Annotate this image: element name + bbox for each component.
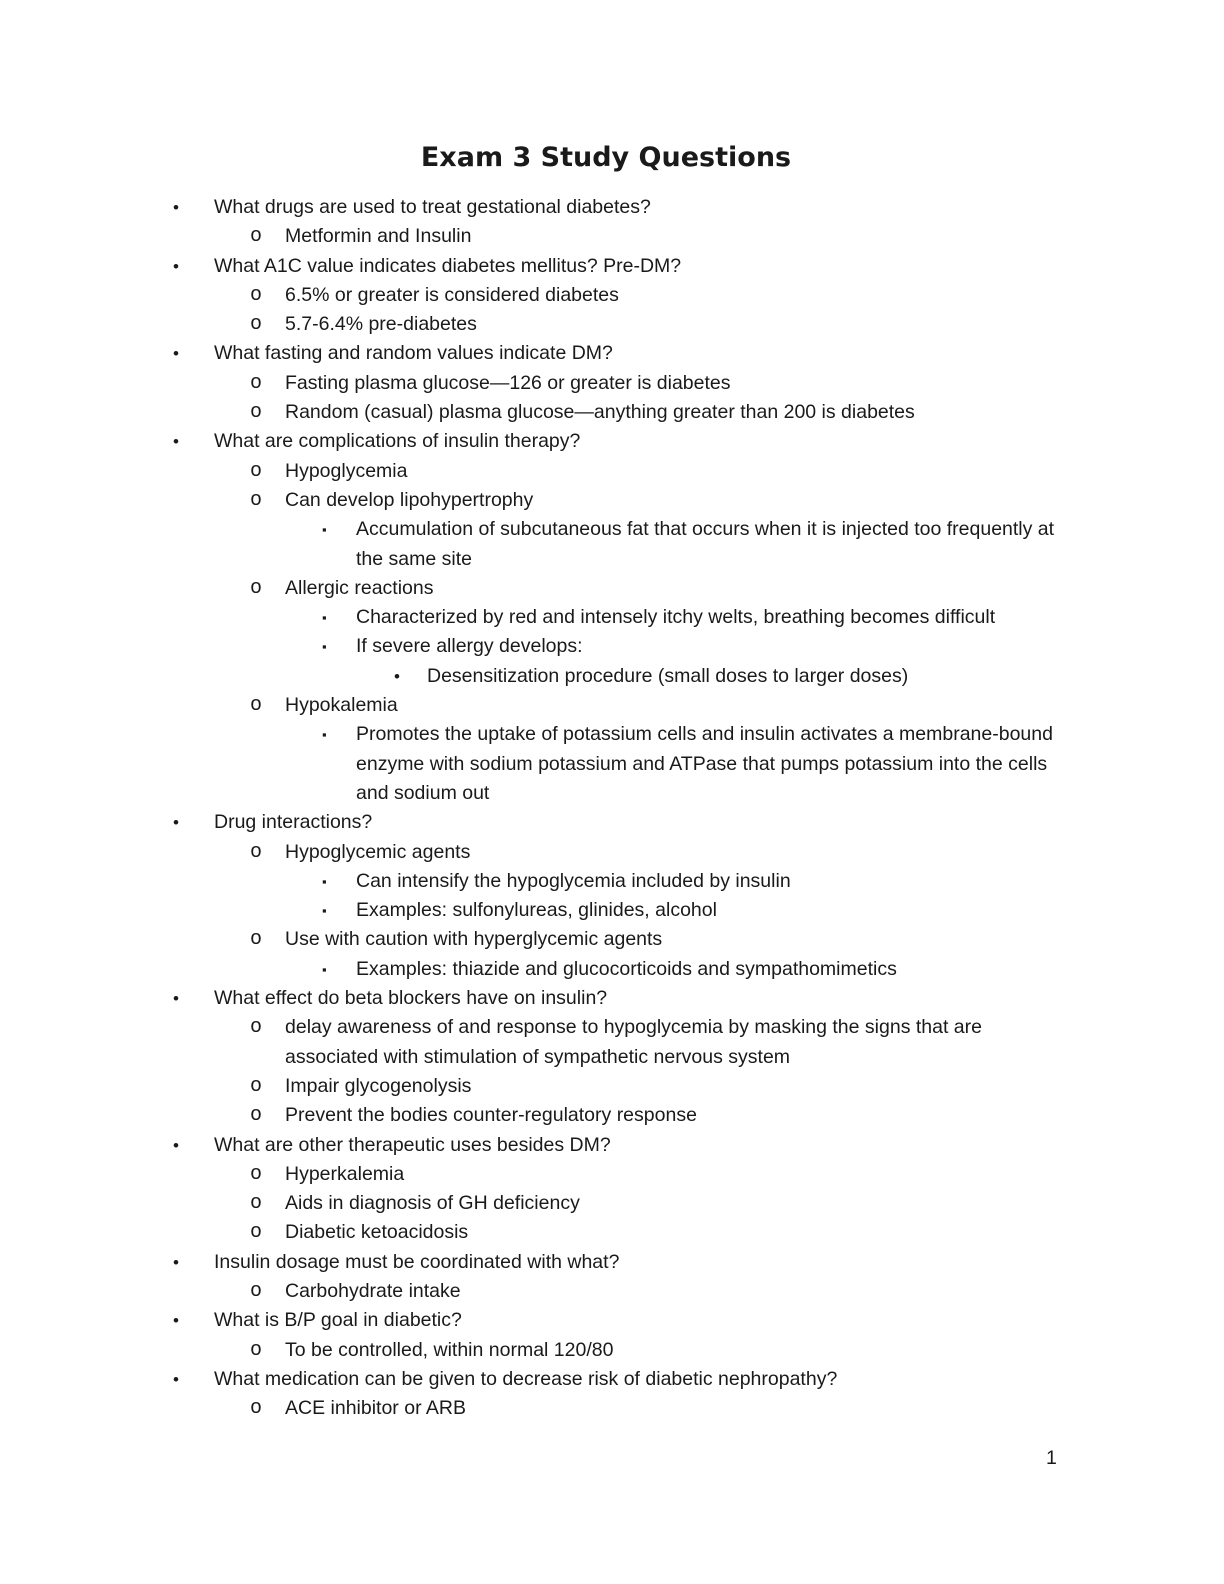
- answer-item: [0, 1160, 1224, 1189]
- item-text: Can intensify the hypoglycemia included by insulin: [356, 869, 791, 892]
- item-text: Prevent the bodies counter-regulatory response: [285, 1104, 697, 1127]
- question-item: [0, 427, 1224, 456]
- detail-item: [0, 632, 1224, 661]
- answer-item: [0, 574, 1224, 603]
- bullet-marker: ▪: [322, 522, 327, 538]
- question-item: [0, 1248, 1224, 1277]
- answer-item: [0, 222, 1224, 251]
- question-item: [0, 984, 1224, 1013]
- item-text: What fasting and random values indicate DM?: [214, 342, 613, 365]
- bullet-marker: •: [173, 1311, 179, 1331]
- question-item: [0, 1365, 1224, 1394]
- bullet-marker: o: [250, 1016, 263, 1040]
- answer-item: [0, 281, 1224, 310]
- detail-item: [0, 515, 1224, 574]
- item-text: What is B/P goal in diabetic?: [214, 1309, 462, 1332]
- bullet-marker: •: [394, 666, 400, 686]
- bullet-marker: o: [250, 488, 263, 512]
- item-text: Hypoglycemia: [285, 459, 408, 482]
- answer-item: [0, 457, 1224, 486]
- item-text: Promotes the uptake of potassium cells and insulin activates a membrane-bound enzyme with sodium potassium and ATPase that pumps potassium into the cells and sodium out: [356, 723, 1053, 804]
- answer-item: [0, 1072, 1224, 1101]
- item-text: What A1C value indicates diabetes mellitus? Pre-DM?: [214, 254, 682, 277]
- bullet-marker: o: [250, 694, 263, 718]
- detail-item: [0, 867, 1224, 896]
- question-item: [0, 339, 1224, 368]
- answer-item: [0, 486, 1224, 515]
- bullet-marker: o: [250, 313, 263, 337]
- bullet-marker: o: [250, 1279, 263, 1303]
- item-text: Carbohydrate intake: [285, 1279, 461, 1302]
- item-text: 5.7-6.4% pre-diabetes: [285, 313, 477, 336]
- detail-item: [0, 896, 1224, 925]
- bullet-marker: •: [173, 813, 179, 833]
- item-text: Desensitization procedure (small doses to larger doses): [427, 664, 909, 687]
- answer-item: [0, 1277, 1224, 1306]
- bullet-marker: o: [250, 225, 263, 249]
- bullet-marker: •: [173, 1135, 179, 1155]
- bullet-marker: o: [250, 1192, 263, 1216]
- question-item: [0, 808, 1224, 837]
- item-text: Aids in diagnosis of GH deficiency: [285, 1192, 580, 1215]
- item-text: Impair glycogenolysis: [285, 1074, 472, 1097]
- answer-item: [0, 310, 1224, 339]
- bullet-marker: ▪: [322, 610, 327, 626]
- bullet-marker: ▪: [322, 903, 327, 919]
- item-text: To be controlled, within normal 120/80: [285, 1338, 614, 1361]
- item-text: Metformin and Insulin: [285, 225, 472, 248]
- bullet-marker: •: [173, 989, 179, 1009]
- item-text: Diabetic ketoacidosis: [285, 1221, 469, 1244]
- bullet-marker: o: [250, 1162, 263, 1186]
- detail-item: [0, 603, 1224, 632]
- bullet-marker: o: [250, 928, 263, 952]
- answer-item: [0, 1101, 1224, 1130]
- item-text: Examples: sulfonylureas, glinides, alcohol: [356, 899, 717, 922]
- bullet-marker: ▪: [322, 961, 327, 977]
- item-text: What medication can be given to decrease risk of diabetic nephropathy?: [214, 1367, 838, 1390]
- bullet-marker: •: [173, 198, 179, 217]
- item-text: Hypoglycemic agents: [285, 840, 471, 863]
- question-item: [0, 193, 1224, 222]
- item-text: What are complications of insulin therapy?: [214, 430, 581, 453]
- item-text: ACE inhibitor or ARB: [285, 1397, 466, 1420]
- bullet-marker: o: [250, 1397, 263, 1421]
- item-text: Accumulation of subcutaneous fat that occurs when it is injected too frequently at the same site: [356, 518, 1055, 570]
- item-text: Examples: thiazide and glucocorticoids and sympathomimetics: [356, 957, 897, 980]
- item-text: Can develop lipohypertrophy: [285, 488, 534, 511]
- bullet-marker: o: [250, 1074, 263, 1098]
- item-text: What are other therapeutic uses besides DM?: [214, 1133, 611, 1156]
- item-text: 6.5% or greater is considered diabetes: [285, 283, 619, 306]
- item-text: Fasting plasma glucose—126 or greater is diabetes: [285, 371, 731, 394]
- answer-item: [0, 1394, 1224, 1423]
- item-text: If severe allergy develops:: [356, 635, 583, 658]
- question-list: [0, 193, 1224, 1423]
- answer-item: [0, 1218, 1224, 1247]
- bullet-marker: o: [250, 840, 263, 864]
- item-text: Insulin dosage must be coordinated with what?: [214, 1250, 620, 1273]
- item-text: delay awareness of and response to hypoglycemia by masking the signs that are associated with stimulation of sympathetic nervous system: [285, 1016, 982, 1068]
- detail-item: [0, 720, 1224, 808]
- answer-item: [0, 838, 1224, 867]
- page-title: Exam 3 Study Questions: [420, 142, 792, 173]
- answer-item: [0, 1013, 1224, 1072]
- bullet-marker: o: [250, 283, 263, 307]
- question-item: [0, 1306, 1224, 1335]
- bullet-marker: •: [173, 344, 179, 364]
- bullet-marker: •: [173, 256, 179, 276]
- bullet-marker: •: [173, 1252, 179, 1272]
- answer-item: [0, 398, 1224, 427]
- bullet-marker: o: [250, 401, 263, 425]
- question-item: [0, 1131, 1224, 1160]
- answer-item: [0, 1336, 1224, 1365]
- bullet-marker: o: [250, 1221, 263, 1245]
- item-text: Use with caution with hyperglycemic agents: [285, 928, 663, 951]
- bullet-marker: ▪: [322, 727, 327, 743]
- question-item: [0, 252, 1224, 281]
- bullet-marker: o: [250, 459, 263, 483]
- detail-item: [0, 955, 1224, 984]
- sub-detail-item: [0, 662, 1224, 691]
- bullet-marker: •: [173, 432, 179, 452]
- answer-item: [0, 925, 1224, 954]
- item-text: What effect do beta blockers have on insulin?: [214, 987, 608, 1010]
- bullet-marker: o: [250, 1338, 263, 1362]
- item-text: Hypokalemia: [285, 694, 398, 717]
- answer-item: [0, 369, 1224, 398]
- item-text: Drug interactions?: [214, 811, 373, 834]
- item-text: Random (casual) plasma glucose—anything greater than 200 is diabetes: [285, 401, 915, 424]
- bullet-marker: o: [250, 371, 263, 395]
- answer-item: [0, 691, 1224, 720]
- bullet-marker: ▪: [322, 873, 327, 889]
- bullet-marker: ▪: [322, 639, 327, 655]
- item-text: Allergic reactions: [285, 576, 434, 599]
- item-text: What drugs are used to treat gestational diabetes?: [214, 196, 651, 218]
- item-text: Hyperkalemia: [285, 1162, 405, 1185]
- page-number: 1: [1046, 1447, 1057, 1469]
- bullet-marker: o: [250, 576, 263, 600]
- bullet-marker: •: [173, 1369, 179, 1389]
- answer-item: [0, 1189, 1224, 1218]
- item-text: Characterized by red and intensely itchy welts, breathing becomes difficult: [356, 606, 996, 629]
- bullet-marker: o: [250, 1104, 263, 1128]
